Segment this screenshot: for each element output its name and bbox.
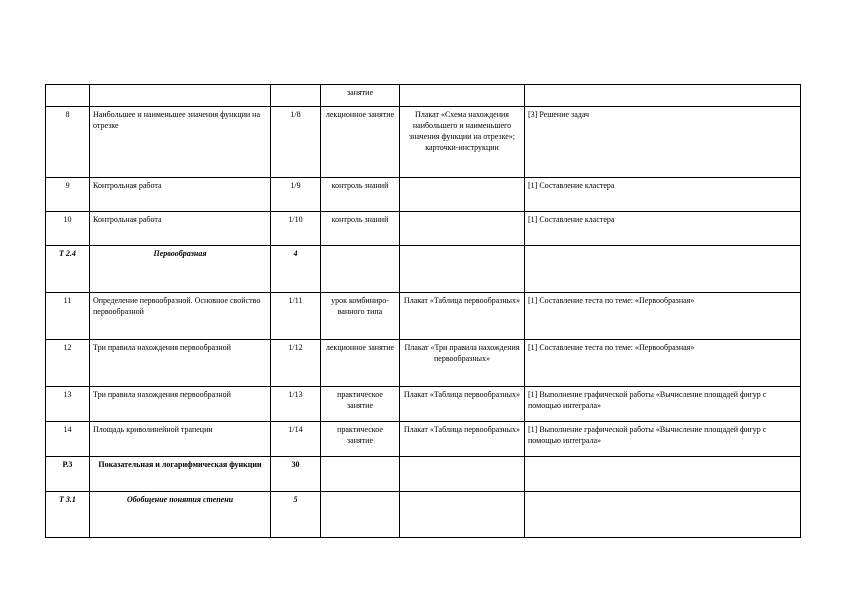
homework: [1] Выполнение графической работы «Вычисление площадей фигур с помощью интеграла»: [525, 387, 801, 422]
lesson-topic: Контрольная работа: [90, 178, 271, 212]
table-row: [46, 340, 801, 387]
visual-aids: [400, 178, 525, 212]
lesson-hours: 1/9: [271, 178, 321, 212]
lesson-type: контроль знаний: [321, 212, 400, 246]
section-code: Т 2.4: [46, 246, 90, 293]
homework: [525, 85, 801, 107]
lesson-type: занятие: [321, 85, 400, 107]
visual-aids: [400, 492, 525, 538]
lesson-number: 12: [46, 340, 90, 387]
homework: [525, 492, 801, 538]
lesson-type: урок комбиниро-ванного типа: [321, 293, 400, 340]
lesson-hours: 1/8: [271, 107, 321, 178]
lesson-plan-table: [45, 84, 801, 538]
lesson-topic: [90, 85, 271, 107]
lesson-topic: Площадь криволинейной трапеции: [90, 422, 271, 457]
lesson-hours: 1/14: [271, 422, 321, 457]
lesson-topic: Наибольшее и наименьшее значения функции на отрезке: [90, 107, 271, 178]
table-row: [46, 387, 801, 422]
visual-aids: Плакат «Таблица первообразных»: [400, 293, 525, 340]
homework: [1] Выполнение графической работы «Вычисление площадей фигур с помощью интеграла»: [525, 422, 801, 457]
homework: [1] Составление теста по теме: «Первообразная»: [525, 340, 801, 387]
lesson-number: 13: [46, 387, 90, 422]
visual-aids: Плакат «Схема нахождения наибольшего и наименьшего значения функции на отрезке»; карточки-инструкции: [400, 107, 525, 178]
table-row: [46, 246, 801, 293]
visual-aids: [400, 457, 525, 492]
homework: [1] Составление кластера: [525, 212, 801, 246]
table-row: [46, 85, 801, 107]
visual-aids: [400, 212, 525, 246]
section-code: Т 3.1: [46, 492, 90, 538]
table-row: [46, 107, 801, 178]
section-hours: 4: [271, 246, 321, 293]
lesson-hours: 1/10: [271, 212, 321, 246]
lesson-topic: Три правила нахождения первообразной: [90, 387, 271, 422]
lesson-type: [321, 492, 400, 538]
table-row: [46, 212, 801, 246]
lesson-number: [46, 85, 90, 107]
lesson-topic: Определение первообразной. Основное свойство первообразной: [90, 293, 271, 340]
visual-aids: [400, 246, 525, 293]
lesson-type: [321, 457, 400, 492]
section-title: Показательная и логарифмическая функции: [90, 457, 271, 492]
visual-aids: Плакат «Три правила нахождения первообразных»: [400, 340, 525, 387]
lesson-number: 14: [46, 422, 90, 457]
visual-aids: [400, 85, 525, 107]
section-code: Р.3: [46, 457, 90, 492]
lesson-type: практическое занятие: [321, 387, 400, 422]
section-title: Обобщение понятия степени: [90, 492, 271, 538]
lesson-number: 8: [46, 107, 90, 178]
lesson-topic: Контрольная работа: [90, 212, 271, 246]
homework: [1] Составление кластера: [525, 178, 801, 212]
lesson-hours: 1/11: [271, 293, 321, 340]
table-row: [46, 457, 801, 492]
lesson-type: контроль знаний: [321, 178, 400, 212]
table-row: [46, 492, 801, 538]
section-hours: 30: [271, 457, 321, 492]
lesson-number: 11: [46, 293, 90, 340]
lesson-type: практическое занятие: [321, 422, 400, 457]
lesson-number: 10: [46, 212, 90, 246]
visual-aids: Плакат «Таблица первообразных»: [400, 422, 525, 457]
lesson-hours: 1/12: [271, 340, 321, 387]
lesson-hours: [271, 85, 321, 107]
homework: [525, 457, 801, 492]
table-row: [46, 293, 801, 340]
lesson-topic: Три правила нахождения первообразной: [90, 340, 271, 387]
lesson-type: лекционное занятие: [321, 107, 400, 178]
lesson-number: 9: [46, 178, 90, 212]
homework: [3] Решение задач: [525, 107, 801, 178]
homework: [525, 246, 801, 293]
lesson-type: [321, 246, 400, 293]
lesson-hours: 1/13: [271, 387, 321, 422]
table-row: [46, 422, 801, 457]
section-title: Первообразная: [90, 246, 271, 293]
visual-aids: Плакат «Таблица первообразных»: [400, 387, 525, 422]
section-hours: 5: [271, 492, 321, 538]
homework: [1] Составление теста по теме: «Первообразная»: [525, 293, 801, 340]
table-row: [46, 178, 801, 212]
lesson-type: лекционное занятие: [321, 340, 400, 387]
